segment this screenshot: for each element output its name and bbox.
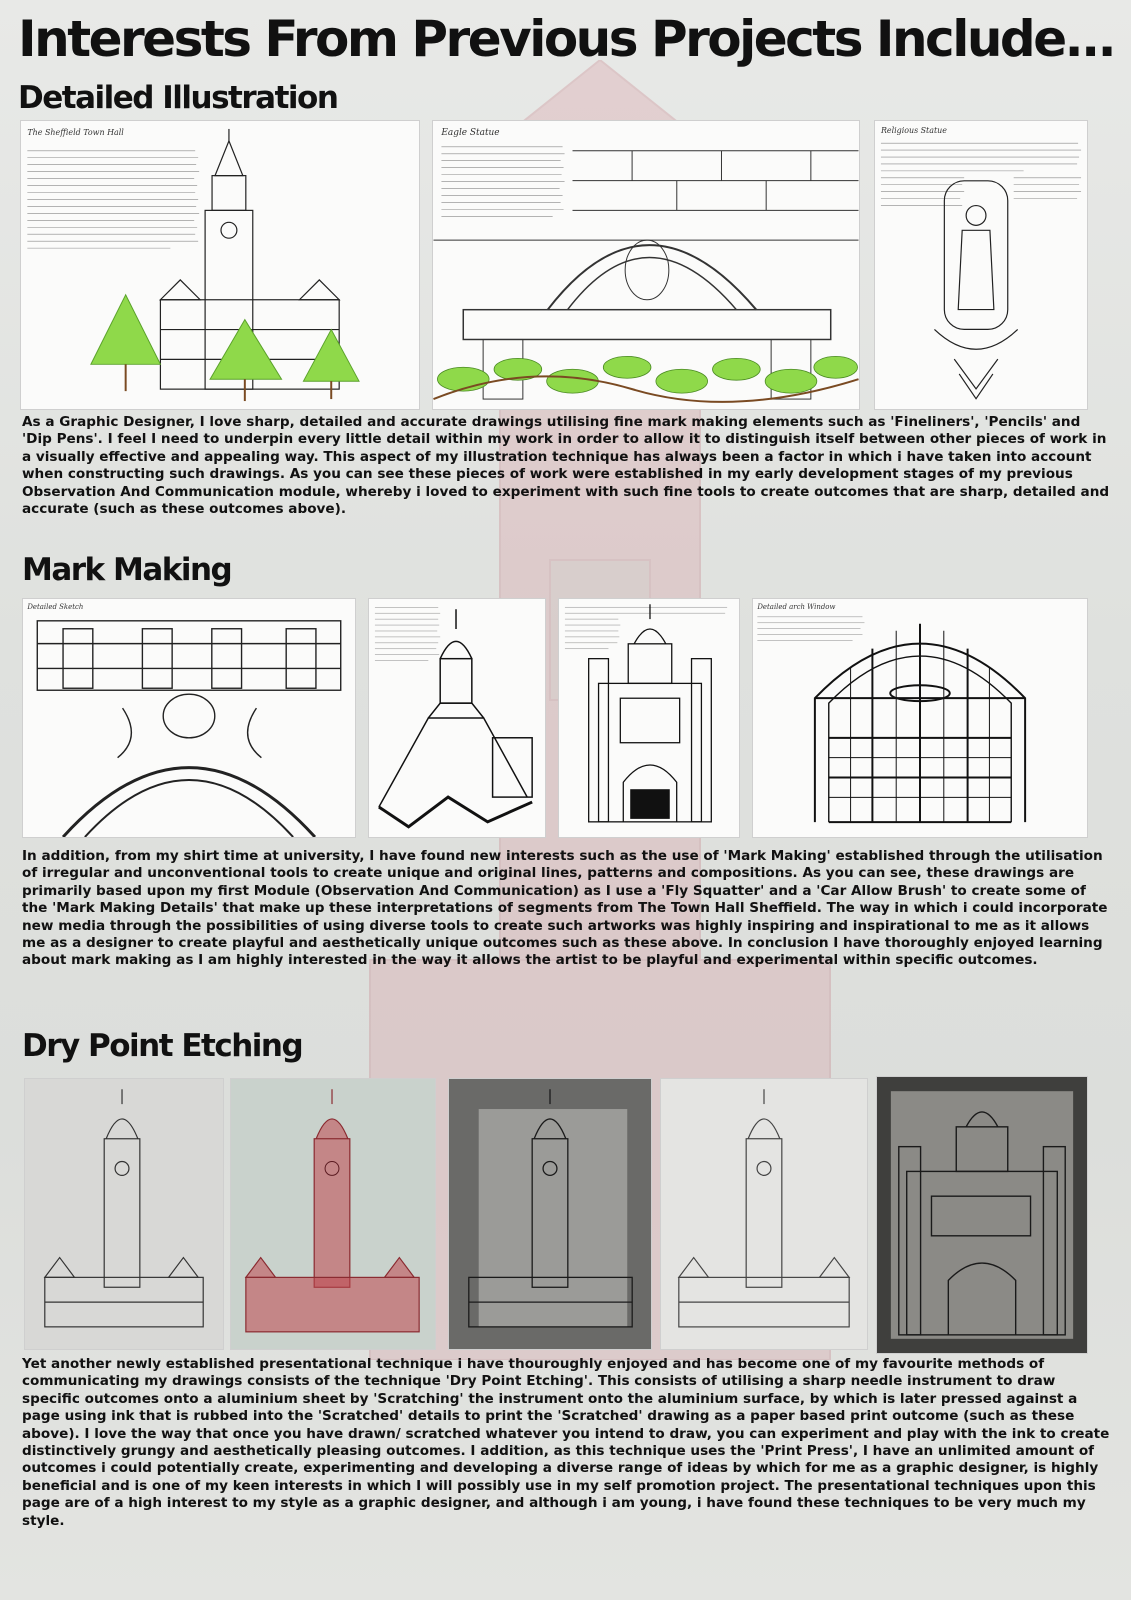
eagle-statue-illustration: [432, 120, 860, 410]
page-title: Interests From Previous Projects Include...: [18, 10, 1115, 68]
section-heading-mark-making: Mark Making: [22, 552, 232, 588]
dry-point-etching-text: Yet another newly established presentational technique i have thouroughly enjoyed and has become one of my favourite methods of communicating my drawings consists of the technique 'Dry Point Etching'. This consists of utilising a sharp needle instrument to draw specific outcomes onto a aluminium sheet by 'Scratching' the instrument onto the aluminium surface, by which is later pressed against a page using ink that is rubbed into the 'Scratched' details to print the 'Scratched' drawing as a paper based print outcome (such as these above). I love the way that once you have drawn/ scratched whatever you intend to draw, you can experiment and play with the ink to create distinctively grungy and aesthetically pleasing outcomes. I addition, as this technique uses the 'Print Press', I have an unlimited amount of outcomes i could potentially create, experimenting and developing a diverse range of ideas by which for me as a graphic designer, is highly beneficial and is one of my keen interests in which I will possibly use in my self promotion project. The presentational techniques upon this page are of a high interest to my style as a graphic designer, and although i am young, i have found these techniques to be very much my style.: [22, 1356, 1110, 1529]
etching-print-facade: [876, 1076, 1088, 1354]
etching-print-grey: [24, 1078, 224, 1350]
etching-print-red: [230, 1078, 436, 1350]
religious-statue-illustration: [874, 120, 1088, 410]
eagle-statue-caption: Eagle Statue: [441, 127, 500, 138]
town-hall-caption: The Sheffield Town Hall: [27, 127, 124, 137]
town-hall-illustration: [20, 120, 420, 410]
etching-print-light: [660, 1078, 868, 1350]
town-hall-entrance-mark-making: [558, 598, 740, 838]
arch-facade-caption: Detailed Sketch: [27, 602, 84, 611]
religious-statue-caption: Religious Statue: [880, 126, 947, 136]
arch-facade-mark-making: [22, 598, 356, 838]
tower-dome-mark-making: [368, 598, 546, 838]
detailed-illustration-text: As a Graphic Designer, I love sharp, detailed and accurate drawings utilising fine mark making elements such as 'Fineliners', 'Pencils' and 'Dip Pens'. I feel I need to underpin every little detail within my work in order to allow it to distinguish itself between other pieces of work in a visually effective and appealing way. This aspect of my illustration technique has always been a factor in which i have taken into account when constructing such drawings. As you can see these pieces of work were established in my early development stages of my previous Observation And Communication module, whereby i loved to experiment with such fine tools to create outcomes that are sharp, detailed and accurate (such as these outcomes above).: [22, 414, 1110, 518]
etching-print-dark: [448, 1078, 652, 1350]
section-heading-detailed-illustration: Detailed Illustration: [18, 80, 338, 116]
arched-window-mark-making: [752, 598, 1088, 838]
section-heading-dry-point-etching: Dry Point Etching: [22, 1028, 303, 1064]
mark-making-text: In addition, from my shirt time at university, I have found new interests such as the use of 'Mark Making' established through the utilisation of irregular and unconventional tools to create unique and original lines, patterns and compositions. As you can see, these drawings are primarily based upon my first Module (Observation And Communication) as I use a 'Fly Squatter' and a 'Car Allow Brush' to create some of the 'Mark Making Details' that make up these interpretations of segments from The Town Hall Sheffield. The way in which i could incorporate new media through the possibilities of using diverse tools to create such artworks was highly inspiring and inspirational to me as it allows me as a designer to create playful and aesthetically unique outcomes such as these above. In conclusion I have thoroughly enjoyed learning about mark making as I am highly interested in the way it allows the artist to be playful and experimental within specific outcomes.: [22, 848, 1108, 969]
arched-window-caption: Detailed arch Window: [757, 602, 836, 611]
